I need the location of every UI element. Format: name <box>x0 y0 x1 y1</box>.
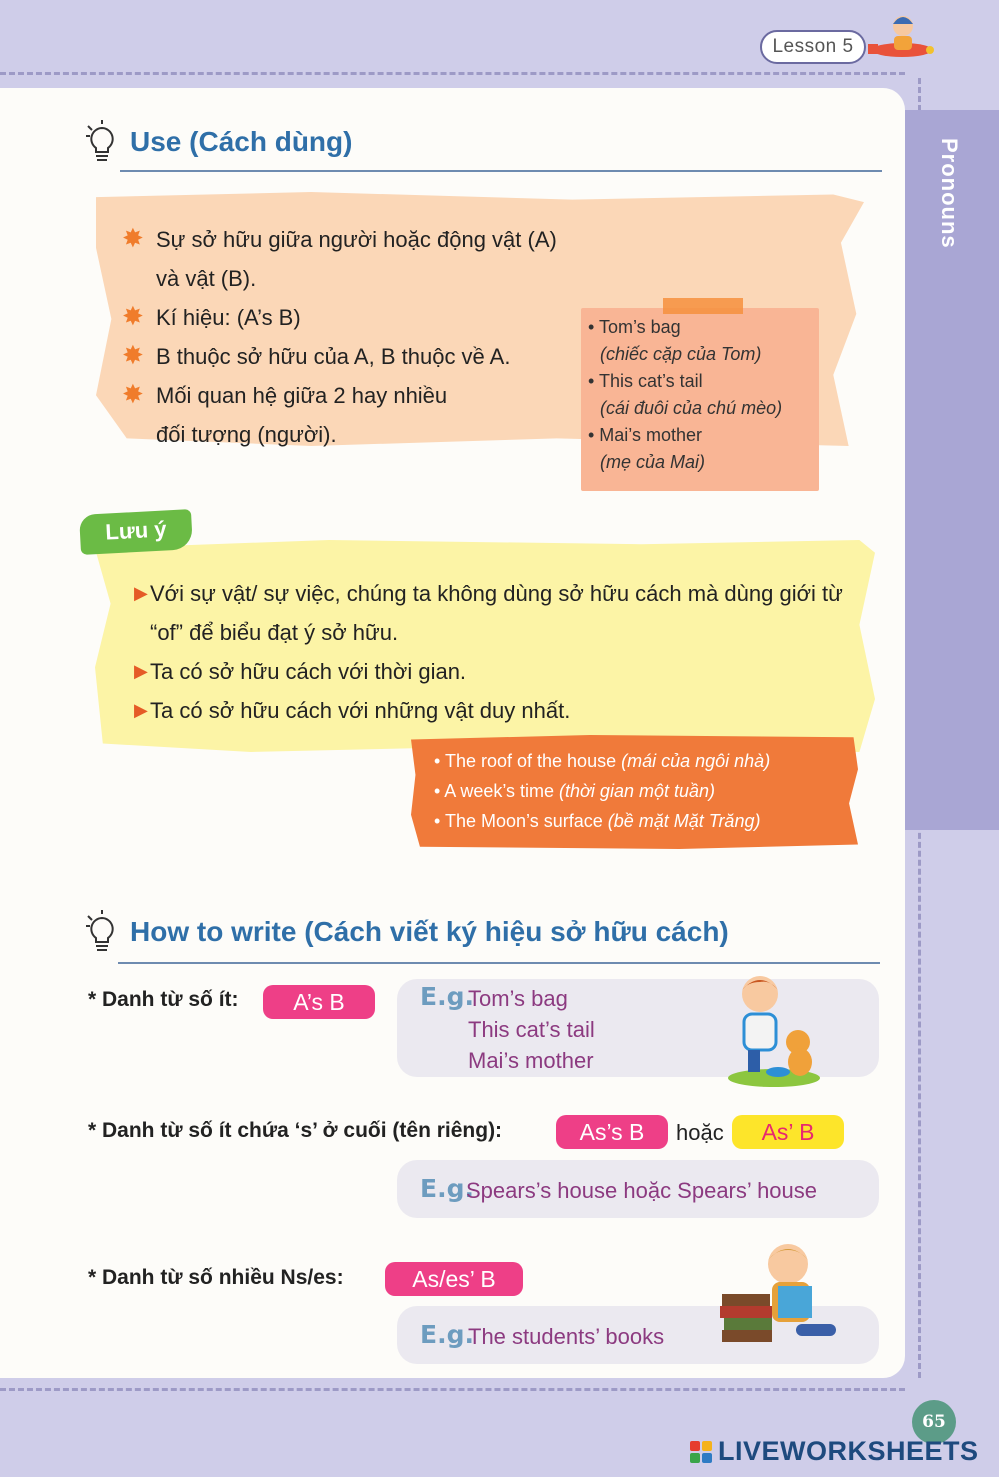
list-item: ✸ Kí hiệu: (A’s B) <box>122 298 582 337</box>
list-item: ✸ Mối quan hệ giữa 2 hay nhiều đối tượng (người). <box>122 376 462 454</box>
formula-plural: As/es’ B <box>385 1262 523 1296</box>
use-title: Use (Cách dùng) <box>130 126 353 157</box>
airplane-pilot-icon <box>866 6 936 68</box>
list-item: ▶ Ta có sở hữu cách với những vật duy nhất. <box>134 691 854 730</box>
list-item: • Mai’s mother <box>588 425 703 445</box>
rule-singular-s-label: * Danh từ số ít chứa ‘s’ ở cuối (tên riêng): <box>88 1119 503 1142</box>
list-item: • This cat’s tail <box>588 371 703 391</box>
or-word: hoặc <box>676 1120 724 1145</box>
note-tag: Lưu ý <box>79 509 193 555</box>
lesson-badge: Lesson 5 <box>760 30 866 64</box>
list-item: • The roof of the house (mái của ngôi nhà) <box>434 751 771 771</box>
example-singular-2: This cat’s tail <box>468 1017 595 1042</box>
use-heading-underline <box>120 170 882 172</box>
use-points <box>122 220 582 454</box>
list-item: ✸ Sự sở hữu giữa người hoặc động vật (A) và vật (B). <box>122 220 582 298</box>
example-plural: The students’ books <box>468 1324 665 1349</box>
page-number: 65 <box>912 1400 956 1444</box>
liveworksheets-grid-icon <box>690 1441 712 1463</box>
use-examples <box>588 314 782 476</box>
star-icon: ✸ <box>122 379 144 409</box>
formula-singular-s-1: As’s B <box>556 1115 668 1149</box>
write-heading <box>84 910 729 954</box>
list-item-translation: (chiếc cặp của Tom) <box>600 344 762 364</box>
eg-label: E.g. <box>420 1320 474 1349</box>
eg-label: E.g. <box>420 1174 474 1203</box>
star-icon: ✸ <box>122 340 144 370</box>
example-singular-s: Spears’s house hoặc Spears’ house <box>466 1178 818 1203</box>
liveworksheets-logo <box>690 1436 979 1467</box>
triangle-bullet-icon: ▶ <box>134 700 148 720</box>
bottom-dashed-line <box>0 1388 905 1391</box>
example-singular-3: Mai’s mother <box>468 1048 594 1073</box>
eg-label: E.g. <box>420 982 474 1011</box>
boy-reading-books-illustration <box>716 1236 846 1346</box>
triangle-bullet-icon: ▶ <box>134 583 148 603</box>
lightbulb-icon <box>84 120 120 164</box>
triangle-bullet-icon: ▶ <box>134 661 148 681</box>
side-tab-label: Pronouns <box>937 138 962 249</box>
tape-decoration <box>663 298 743 314</box>
liveworksheets-brand: LIVEWORKSHEETS <box>718 1436 979 1466</box>
rule-singular-label: * Danh từ số ít: <box>88 988 239 1011</box>
boy-with-cat-illustration <box>724 970 824 1088</box>
star-icon: ✸ <box>122 223 144 253</box>
write-heading-underline <box>118 962 880 964</box>
example-singular-1: Tom’s bag <box>468 986 568 1011</box>
list-item: ▶ Với sự vật/ sự việc, chúng ta không dùng sở hữu cách mà dùng giới từ “of” để biểu đạt ý sở hữu. <box>134 574 854 652</box>
list-item: ▶ Ta có sở hữu cách với thời gian. <box>134 652 854 691</box>
write-title: How to write (Cách viết ký hiệu sở hữu cách) <box>130 916 729 947</box>
list-item-translation: (cái đuôi của chú mèo) <box>600 398 783 418</box>
note-points <box>134 574 854 730</box>
list-item: ✸ B thuộc sở hữu của A, B thuộc về A. <box>122 337 582 376</box>
rule-plural-label: * Danh từ số nhiều Ns/es: <box>88 1266 344 1289</box>
top-dashed-line <box>0 72 905 75</box>
formula-singular-s-2: As’ B <box>732 1115 844 1149</box>
list-item: • A week’s time (thời gian một tuần) <box>434 781 715 801</box>
use-heading <box>84 120 352 164</box>
lightbulb-icon <box>84 910 120 954</box>
formula-singular: A’s B <box>263 985 375 1019</box>
star-icon: ✸ <box>122 301 144 331</box>
list-item: • Tom’s bag <box>588 317 681 337</box>
list-item-translation: (mẹ của Mai) <box>600 452 706 472</box>
note-examples <box>434 746 770 836</box>
list-item: • The Moon’s surface (bề mặt Mặt Trăng) <box>434 811 761 831</box>
